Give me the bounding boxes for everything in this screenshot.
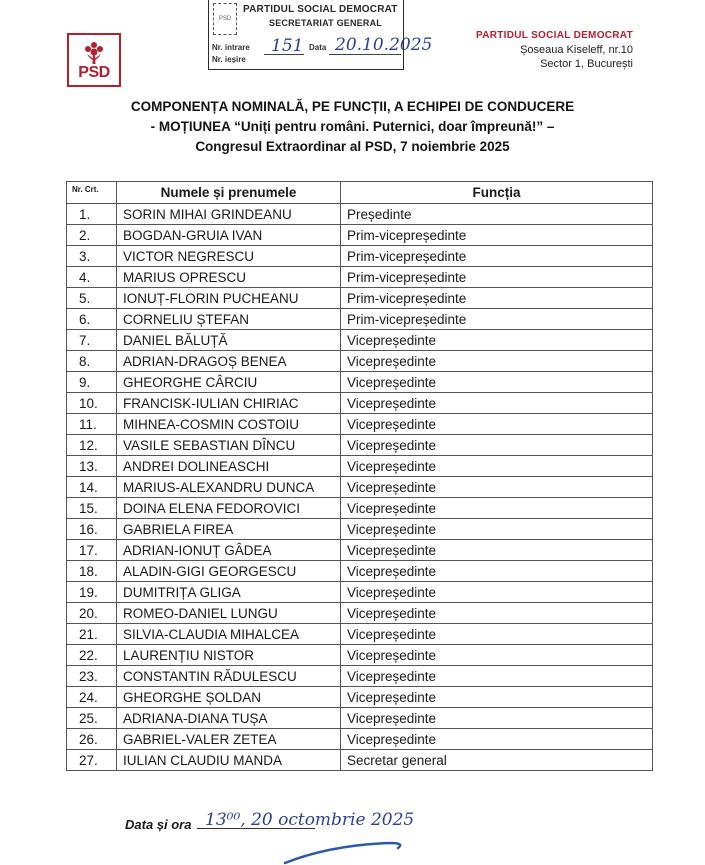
- row-number: 24.: [67, 687, 117, 708]
- address-city: Sector 1, București: [540, 58, 633, 70]
- row-function: Vicepreședinte: [341, 708, 653, 729]
- row-function: Vicepreședinte: [341, 330, 653, 351]
- leadership-table: [66, 181, 653, 771]
- row-function: Vicepreședinte: [341, 393, 653, 414]
- stamp-registration-number: 151: [271, 36, 304, 56]
- row-function: Prim-vicepreședinte: [341, 225, 653, 246]
- row-function: Vicepreședinte: [341, 603, 653, 624]
- row-number: 9.: [67, 372, 117, 393]
- table-row: [67, 309, 653, 330]
- row-number: 3.: [67, 246, 117, 267]
- rose-icon: [83, 41, 105, 65]
- row-name: IONUȚ-FLORIN PUCHEANU: [117, 288, 341, 309]
- row-function: Vicepreședinte: [341, 414, 653, 435]
- table-row: [67, 540, 653, 561]
- header-nr-crt: Nr. Crt.: [67, 182, 117, 204]
- row-name: ANDREI DOLINEASCHI: [117, 456, 341, 477]
- row-number: 27.: [67, 750, 117, 771]
- row-function: Vicepreședinte: [341, 666, 653, 687]
- title-line-1: COMPONENȚA NOMINALĂ, PE FUNCȚII, A ECHIPEI DE CONDUCERE: [130, 99, 575, 114]
- table-row: [67, 288, 653, 309]
- stamp-department: SECRETARIAT GENERAL: [269, 18, 382, 28]
- table-row: [67, 372, 653, 393]
- row-function: Vicepreședinte: [341, 645, 653, 666]
- row-function: Vicepreședinte: [341, 540, 653, 561]
- row-name: DANIEL BĂLUȚĂ: [117, 330, 341, 351]
- registration-stamp: [208, 0, 433, 70]
- table-row: [67, 666, 653, 687]
- row-number: 11.: [67, 414, 117, 435]
- stamp-party-name: PARTIDUL SOCIAL DEMOCRAT: [243, 4, 398, 15]
- row-function: Vicepreședinte: [341, 687, 653, 708]
- date-time-handwritten: 13⁰⁰, 20 octombrie 2025: [205, 810, 415, 830]
- row-function: Președinte: [341, 204, 653, 225]
- table-row: [67, 246, 653, 267]
- row-number: 25.: [67, 708, 117, 729]
- title-line-2: - MOȚIUNEA “Uniți pentru români. Puternici, doar împreună!” –: [150, 119, 555, 134]
- row-name: BOGDAN-GRUIA IVAN: [117, 225, 341, 246]
- stamp-nr-iesire-label: Nr. ieșire: [212, 55, 246, 64]
- row-function: Prim-vicepreședinte: [341, 267, 653, 288]
- stamp-data-label: Data: [309, 43, 327, 52]
- table-row: [67, 456, 653, 477]
- address-party-name: PARTIDUL SOCIAL DEMOCRAT: [475, 30, 633, 41]
- row-number: 14.: [67, 477, 117, 498]
- row-name: GABRIEL-VALER ZETEA: [117, 729, 341, 750]
- row-function: Vicepreședinte: [341, 351, 653, 372]
- logo-text: PSD: [78, 64, 110, 81]
- title-line-3: Congresul Extraordinar al PSD, 7 noiembrie 2025: [195, 139, 510, 154]
- row-number: 26.: [67, 729, 117, 750]
- row-name: FRANCISK-IULIAN CHIRIAC: [117, 393, 341, 414]
- row-number: 6.: [67, 309, 117, 330]
- table-row: [67, 435, 653, 456]
- row-name: DOINA ELENA FEDOROVICI: [117, 498, 341, 519]
- row-name: ROMEO-DANIEL LUNGU: [117, 603, 341, 624]
- table-row: [67, 561, 653, 582]
- document-title: [0, 97, 705, 157]
- row-name: SORIN MIHAI GRINDEANU: [117, 204, 341, 225]
- row-number: 8.: [67, 351, 117, 372]
- table-row: [67, 393, 653, 414]
- table-row: [67, 519, 653, 540]
- table-row: [67, 687, 653, 708]
- table-row: [67, 351, 653, 372]
- table-row: [67, 225, 653, 246]
- stamp-nr-intrare-label: Nr. intrare: [212, 43, 250, 52]
- row-function: Vicepreședinte: [341, 729, 653, 750]
- table-row: [67, 498, 653, 519]
- table-row: [67, 624, 653, 645]
- row-function: Vicepreședinte: [341, 477, 653, 498]
- table-row: [67, 477, 653, 498]
- table-row: [67, 708, 653, 729]
- table-body: [67, 204, 653, 771]
- table-row: [67, 645, 653, 666]
- row-number: 2.: [67, 225, 117, 246]
- row-number: 22.: [67, 645, 117, 666]
- row-name: MARIUS OPRESCU: [117, 267, 341, 288]
- row-number: 10.: [67, 393, 117, 414]
- party-address: [476, 29, 633, 71]
- row-number: 15.: [67, 498, 117, 519]
- table-row: [67, 330, 653, 351]
- row-name: ADRIANA-DIANA TUȘA: [117, 708, 341, 729]
- row-number: 19.: [67, 582, 117, 603]
- header-function: Funcția: [341, 182, 653, 204]
- row-name: MIHNEA-COSMIN COSTOIU: [117, 414, 341, 435]
- row-function: Secretar general: [341, 750, 653, 771]
- row-number: 4.: [67, 267, 117, 288]
- row-name: CORNELIU ȘTEFAN: [117, 309, 341, 330]
- row-function: Prim-vicepreședinte: [341, 309, 653, 330]
- row-name: LAURENȚIU NISTOR: [117, 645, 341, 666]
- row-name: VASILE SEBASTIAN DÎNCU: [117, 435, 341, 456]
- row-name: ADRIAN-DRAGOȘ BENEA: [117, 351, 341, 372]
- table-row: [67, 267, 653, 288]
- row-name: MARIUS-ALEXANDRU DUNCA: [117, 477, 341, 498]
- row-function: Prim-vicepreședinte: [341, 246, 653, 267]
- row-name: VICTOR NEGRESCU: [117, 246, 341, 267]
- row-number: 20.: [67, 603, 117, 624]
- table-row: [67, 414, 653, 435]
- table-row: [67, 204, 653, 225]
- row-function: Vicepreședinte: [341, 582, 653, 603]
- row-number: 5.: [67, 288, 117, 309]
- row-function: Vicepreședinte: [341, 519, 653, 540]
- row-number: 13.: [67, 456, 117, 477]
- row-name: DUMITRIȚA GLIGA: [117, 582, 341, 603]
- table-row: [67, 582, 653, 603]
- row-name: GHEORGHE CÂRCIU: [117, 372, 341, 393]
- row-function: Vicepreședinte: [341, 624, 653, 645]
- stamp-registration-date: 20.10.2025: [335, 35, 433, 55]
- psd-logo: [67, 33, 121, 87]
- row-function: Vicepreședinte: [341, 498, 653, 519]
- row-number: 17.: [67, 540, 117, 561]
- row-number: 21.: [67, 624, 117, 645]
- row-number: 7.: [67, 330, 117, 351]
- row-function: Vicepreședinte: [341, 561, 653, 582]
- row-number: 16.: [67, 519, 117, 540]
- row-name: IULIAN CLAUDIU MANDA: [117, 750, 341, 771]
- row-name: SILVIA-CLAUDIA MIHALCEA: [117, 624, 341, 645]
- table-row: [67, 729, 653, 750]
- address-street: Șoseaua Kiseleff, nr.10: [520, 44, 633, 56]
- row-name: ALADIN-GIGI GEORGESCU: [117, 561, 341, 582]
- row-function: Vicepreședinte: [341, 372, 653, 393]
- row-number: 18.: [67, 561, 117, 582]
- row-name: GHEORGHE ȘOLDAN: [117, 687, 341, 708]
- row-name: GABRIELA FIREA: [117, 519, 341, 540]
- row-number: 23.: [67, 666, 117, 687]
- row-number: 12.: [67, 435, 117, 456]
- signature-mark: [280, 840, 430, 865]
- table-row: [67, 750, 653, 771]
- row-number: 1.: [67, 204, 117, 225]
- header-name: Numele și prenumele: [117, 182, 341, 204]
- table-header-row: [67, 182, 653, 204]
- date-time-label: Data și ora: [125, 817, 192, 832]
- row-function: Vicepreședinte: [341, 456, 653, 477]
- stamp-logo-icon: PSD: [213, 3, 237, 35]
- row-function: Prim-vicepreședinte: [341, 288, 653, 309]
- row-name: CONSTANTIN RĂDULESCU: [117, 666, 341, 687]
- row-function: Vicepreședinte: [341, 435, 653, 456]
- row-name: ADRIAN-IONUȚ GÂDEA: [117, 540, 341, 561]
- table-row: [67, 603, 653, 624]
